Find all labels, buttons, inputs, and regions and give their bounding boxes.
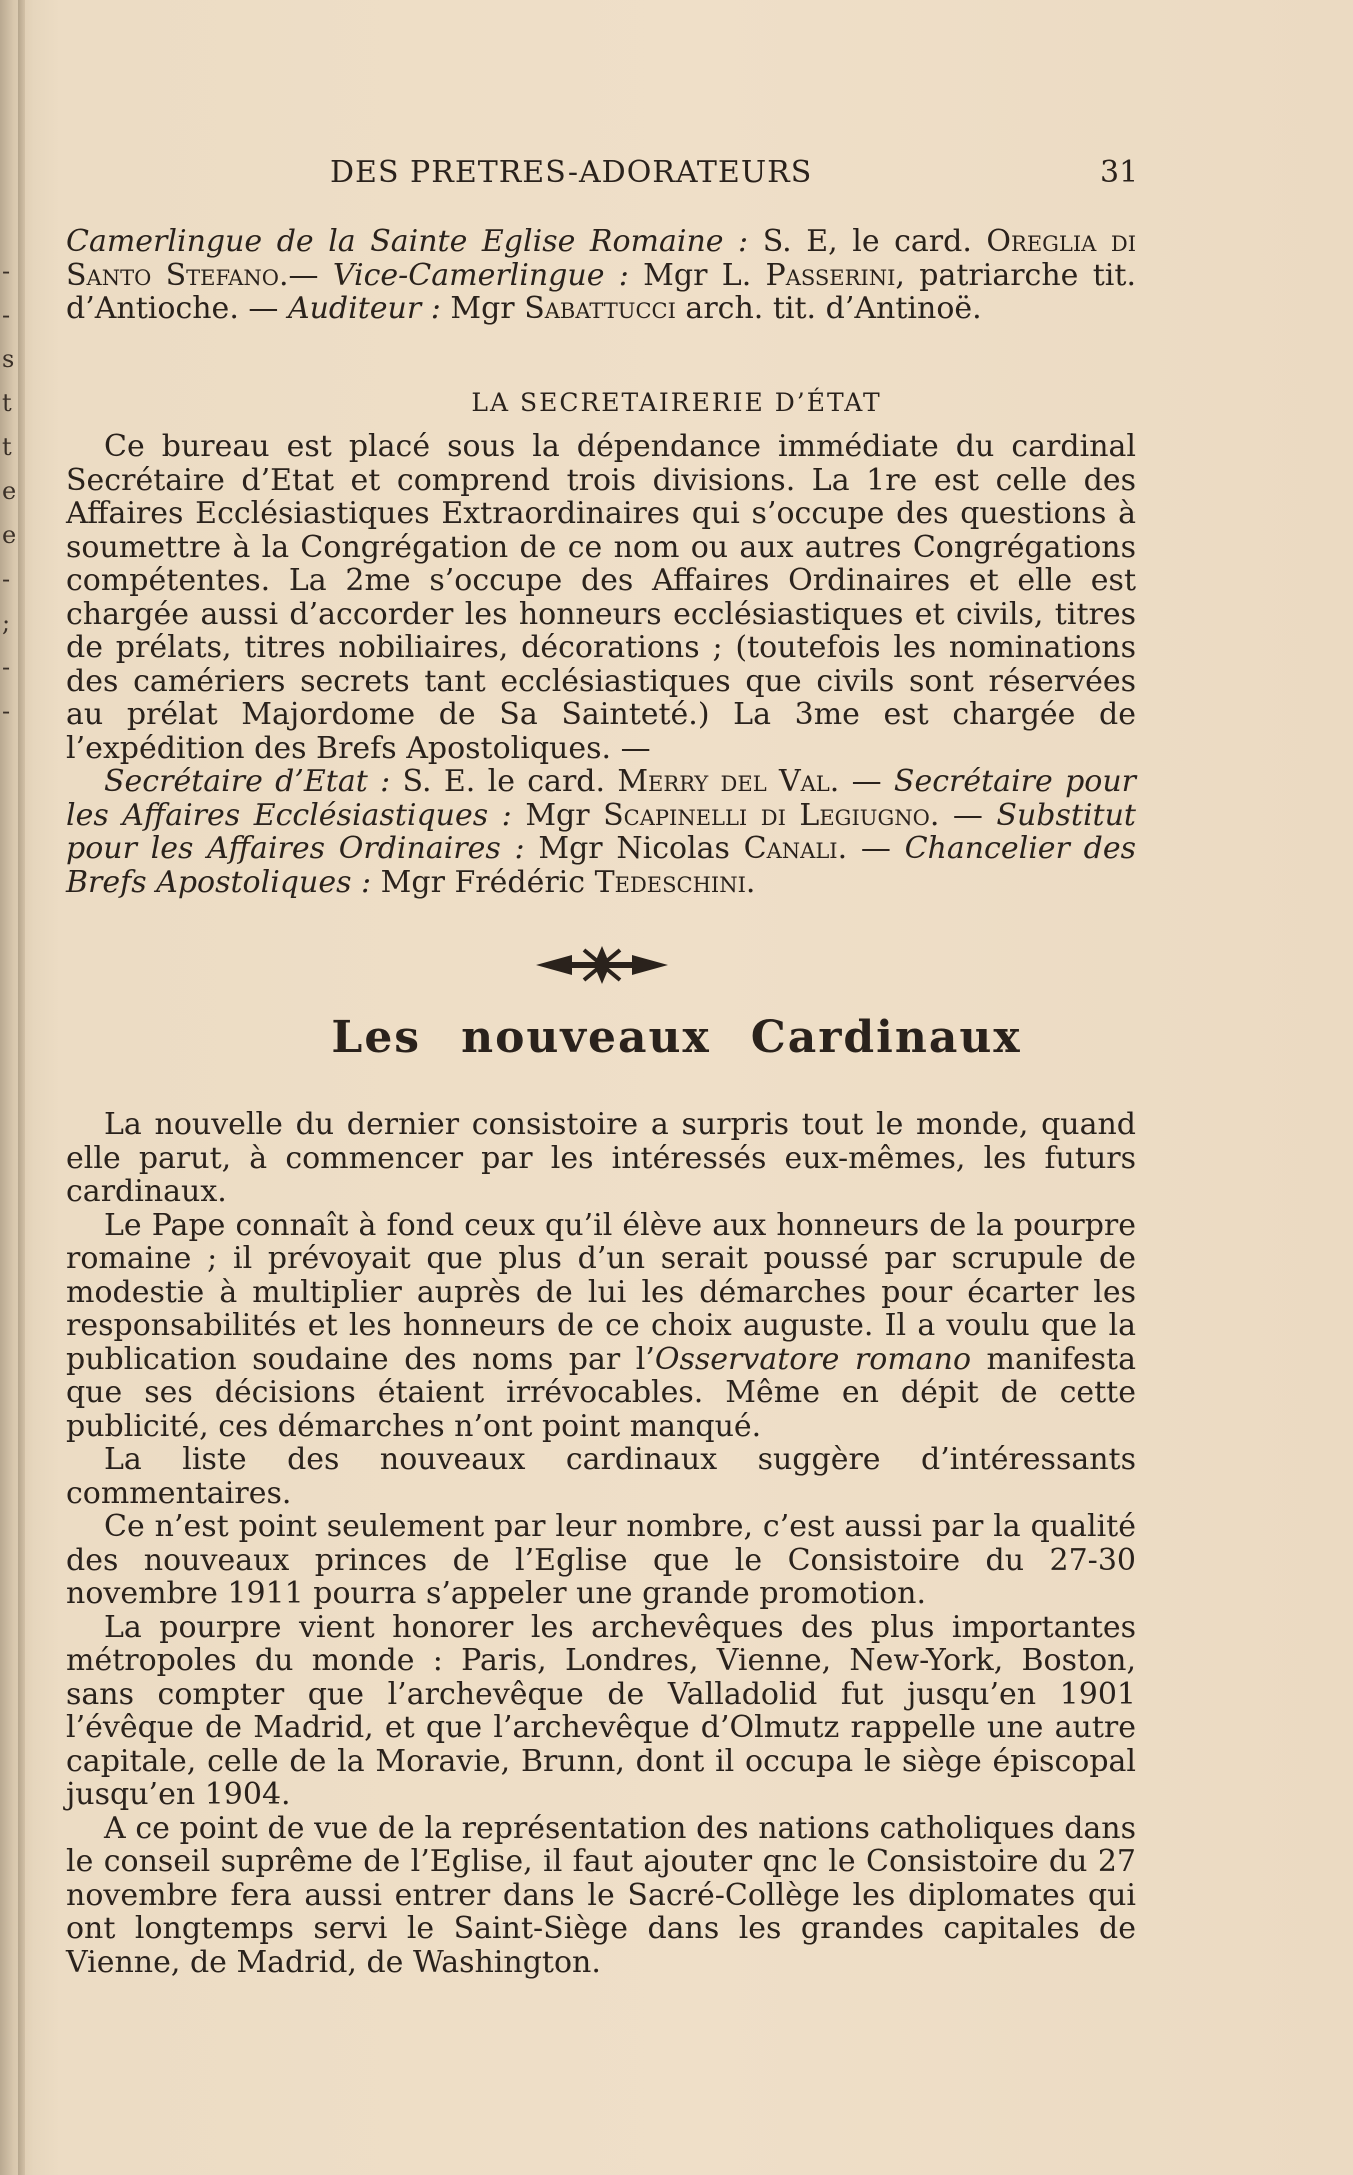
text-run: , patriarche tit. d’Antioche. — xyxy=(66,257,1136,326)
person-name: Tedeschini xyxy=(594,864,746,900)
article-paragraph xyxy=(66,1209,1136,1444)
person-name: Canali xyxy=(743,831,838,866)
article-title xyxy=(0,1012,1353,1063)
article-body xyxy=(66,1108,1136,1979)
text-run: manifesta que ses décisions étaient irrévocables. Même en dépit de cette publicité, ces démarches n’ont point manqué. xyxy=(66,1341,1137,1444)
article-paragraph: La nouvelle du dernier consistoire a surpris tout le monde, quand elle parut, à commencer par les intéressés eux-mêmes, les futurs cardinaux. xyxy=(66,1107,1136,1209)
secretariat-body xyxy=(66,430,1136,899)
person-name: Merry del Val xyxy=(617,764,830,799)
text-run: S. E. le card. xyxy=(390,764,618,799)
intro-paragraph xyxy=(66,225,1136,326)
title-word: nouveaux xyxy=(461,1012,711,1063)
title-word: Les xyxy=(331,1012,422,1063)
fleuron-ornament-icon xyxy=(532,940,672,990)
text-run: Mgr Frédéric xyxy=(371,864,595,900)
margin-fragment: - xyxy=(2,301,11,329)
person-name: L. Passerini xyxy=(721,257,896,293)
text-run: . xyxy=(745,864,756,900)
article-paragraph: A ce point de vue de la représentation des nations catholiques dans le conseil suprême de l’Eglise, il faut ajouter qnc le Consistoire du 27 novembre fera aussi entrer dans le Sacré-Collège les diplomates qui ont longtemps servi le Saint-Siège dans les grandes capitales de Vienne, de Madrid, de Washington. xyxy=(66,1810,1136,1980)
facing-page-margin-fragments xyxy=(2,250,22,734)
office-title: Chancelier des Brefs Apostoliques : xyxy=(66,831,1136,900)
text-run: . — xyxy=(929,797,997,833)
text-run: .— xyxy=(279,257,333,293)
text-run: Le Pape connaît à fond ceux qu’il élève aux honneurs de la pourpre romaine ; il prévoyait que plus d’un serait poussé par scrupule de modestie à multiplier auprès de lui les démarches pour écarter les responsabilités et les honneurs de ce choix auguste. Il a voulu que la publication soudaine des noms par l’ xyxy=(66,1207,1136,1377)
margin-fragment: - xyxy=(2,697,11,725)
title-word: Cardinaux xyxy=(750,1012,1022,1063)
office-title: Substitut pour les Affaires Ordinaires : xyxy=(66,797,1136,866)
margin-fragment: t xyxy=(2,389,12,417)
person-name: Sabattucci xyxy=(524,291,676,326)
person-name: Scapinelli di Legiugno xyxy=(603,797,930,833)
office-title: Vice-Camerlingue : xyxy=(332,257,629,293)
margin-fragment: ; xyxy=(2,609,11,637)
person-name: Oreglia di Santo Stefano xyxy=(66,224,1136,293)
office-title: Secrétaire pour les Affaires Ecclésiastiques : xyxy=(66,764,1136,833)
margin-fragment: e xyxy=(2,521,17,549)
secretariat-officers xyxy=(66,765,1136,899)
article-paragraph: Ce n’est point seulement par leur nombre, c’est aussi par la qualité des nouveaux princes de l’Eglise que le Consistoire du 27-30 novembre 1911 pourra s’appeler une grande promotion. xyxy=(66,1509,1136,1611)
text-run: . — xyxy=(837,831,905,866)
margin-fragment: s xyxy=(2,345,15,373)
text-run: S. E, le card. xyxy=(748,224,987,259)
margin-fragment: - xyxy=(2,565,11,593)
text-run: Mgr xyxy=(440,291,525,326)
office-title: Auditeur : xyxy=(287,291,441,326)
office-title: Secrétaire d’Etat : xyxy=(104,764,391,799)
margin-fragment: - xyxy=(2,653,11,681)
text-run: Mgr Nicolas xyxy=(524,831,744,866)
article-paragraph: La pourpre vient honorer les archevêques des plus importantes métropoles du monde : Paris, Londres, Vienne, New-York, Boston, sans compter que l’archevêque de Valladolid fut jusqu’en 1901 l’évêque de Madrid, et que l’archevêque d’Olmutz rappelle une autre capitale, celle de la Moravie, Brunn, dont il occupa le siège épiscopal jusqu’en 1904. xyxy=(66,1609,1136,1812)
margin-fragment: e xyxy=(2,477,17,505)
margin-fragment: t xyxy=(2,433,12,461)
secretariat-paragraph: Ce bureau est placé sous la dépendance immédiate du cardinal Secrétaire d’Etat et comprend trois divisions. La 1re est celle des Affaires Ecclésiastiques Extraordinaires qui s’occupe des questions à soumettre à la Congrégation de ce nom ou aux autres Congrégations compétentes. La 2me s’occupe des Affaires Ordinaires et elle est chargée aussi d’accorder les honneurs ecclésiastiques et civils, titres de prélats, titres nobiliaires, décorations ; (toutefois les nominations des camériers secrets tant ecclésiastiques que civils sont réservées au prélat Majordome de Sa Sainteté.) La 3me est chargée de l’expédition des Brefs Apostoliques. — xyxy=(66,429,1136,766)
margin-fragment: - xyxy=(2,257,11,285)
text-run: . — xyxy=(829,764,894,799)
section-heading: LA SECRETAIRERIE D’ÉTAT xyxy=(471,388,882,417)
office-title: Camerlingue de la Sainte Eglise Romaine : xyxy=(66,224,749,259)
text-run: Mgr xyxy=(628,257,722,293)
newspaper-title: Osservatore romano xyxy=(654,1341,972,1377)
page-number: 31 xyxy=(1100,155,1139,190)
article-paragraph: La liste des nouveaux cardinaux suggère d’intéressants commentaires. xyxy=(66,1442,1136,1511)
running-title: DES PRETRES-ADORATEURS xyxy=(330,155,813,190)
text-run: arch. tit. d’Antinoë. xyxy=(675,291,982,326)
text-run: Mgr xyxy=(511,797,604,833)
